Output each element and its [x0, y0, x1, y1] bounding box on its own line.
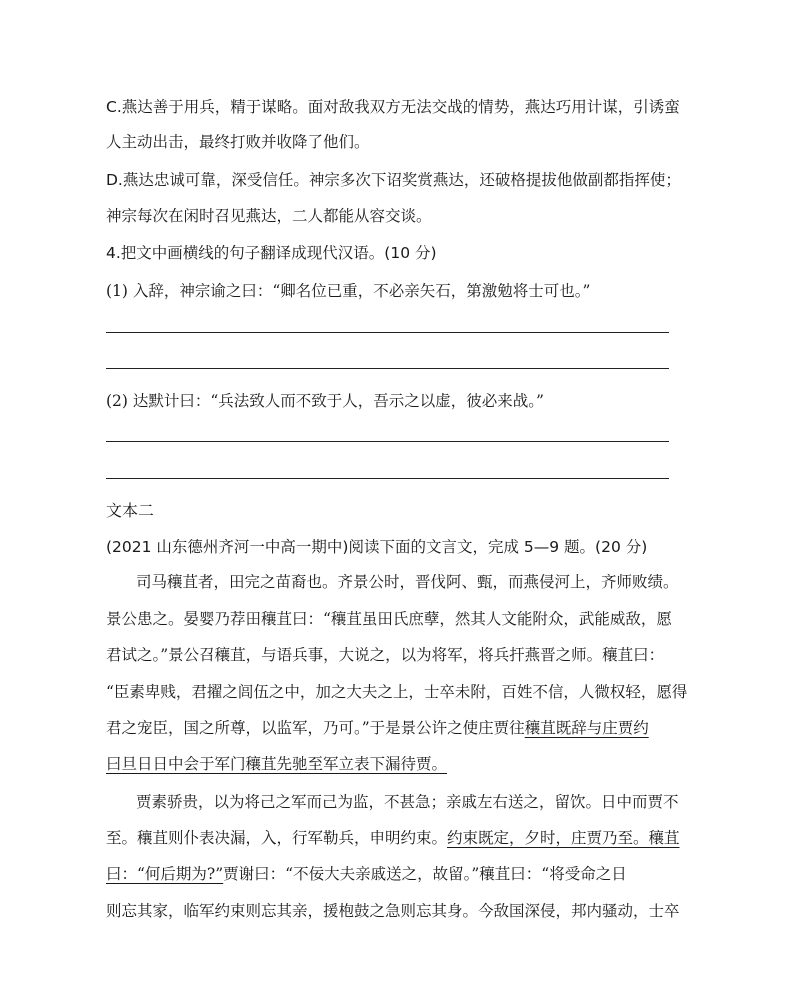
option-c-line-2: 人主动出击，最终打败并收降了他们。 — [106, 133, 370, 151]
underlined-sentence: 穰苴既辞与庄贾约 — [524, 719, 649, 737]
translation-sentence-1: (1) 入辞，神宗谕之曰：“卿名位已重，不必亲矢石，第激勉将士可也。” — [106, 282, 591, 300]
passage-text: 至。穰苴则仆表决漏，入，行军勒兵，申明约束。 — [106, 829, 448, 847]
answer-line[interactable] — [106, 478, 669, 479]
passage-text: 君之宠臣，国之所尊，以监军，乃可。”于是景公许之使庄贾往 — [106, 719, 525, 737]
passage-line: 贾素骄贵，以为将己之军而己为监，不甚急；亲戚左右送之，留饮。日中而贾不 — [136, 793, 679, 811]
passage-line — [106, 826, 680, 848]
option-c-line-1: C.燕达善于用兵，精于谋略。面对敌我双方无法交战的情势，燕达巧用计谋，引诱蛮 — [106, 98, 680, 116]
passage-line — [106, 862, 627, 884]
underlined-sentence: 曰：“何后期为?” — [106, 865, 224, 883]
passage-line: 君试之。”景公召穰苴，与语兵事，大说之，以为将军，将兵扞燕晋之师。穰苴曰： — [106, 646, 665, 664]
underlined-sentence: 曰旦日日中会于军门穰苴先驰至军立表下漏待贾。 — [106, 755, 448, 773]
translation-sentence-2: (2) 达默计曰：“兵法致人而不致于人，吾示之以虚，彼必来战。” — [106, 392, 544, 410]
passage-text: 贾谢曰：“不佞大夫亲戚送之，故留。”穰苴曰：“将受命之日 — [223, 865, 627, 883]
passage-line: 景公患之。晏婴乃荐田穰苴曰：“穰苴虽田氏庶孽，然其人文能附众，武能威敌，愿 — [106, 610, 672, 628]
passage-line: 司马穰苴者，田完之苗裔也。齐景公时，晋伐阿、甄，而燕侵河上，齐师败绩。 — [136, 573, 679, 591]
answer-line[interactable] — [106, 332, 669, 333]
option-d-line-1: D.燕达忠诚可靠，深受信任。神宗多次下诏奖赏燕达，还破格提拔他做副都指挥使； — [106, 171, 681, 189]
answer-line[interactable] — [106, 368, 669, 369]
passage-line: “臣素卑贱，君擢之闾伍之中，加之大夫之上，士卒未附，百姓不信，人微权轻，愿得 — [106, 683, 688, 701]
question-4-title: 4.把文中画横线的句子翻译成现代汉语。(10 分) — [106, 244, 437, 262]
answer-line[interactable] — [106, 441, 669, 442]
option-d-line-2: 神宗每次在闲时召见燕达，二人都能从容交谈。 — [106, 207, 432, 225]
underlined-sentence: 约束既定，夕时，庄贾乃至。穰苴 — [447, 829, 680, 847]
section-intro: (2021 山东德州齐河一中高一期中)阅读下面的文言文，完成 5—9 题。(20 分) — [106, 538, 648, 556]
section-heading: 文本二 — [106, 501, 155, 520]
passage-line — [106, 716, 649, 738]
passage-line: 则忘其家，临军约束则忘其亲，援枹鼓之急则忘其身。今敌国深侵，邦内骚动，士卒 — [106, 902, 680, 920]
